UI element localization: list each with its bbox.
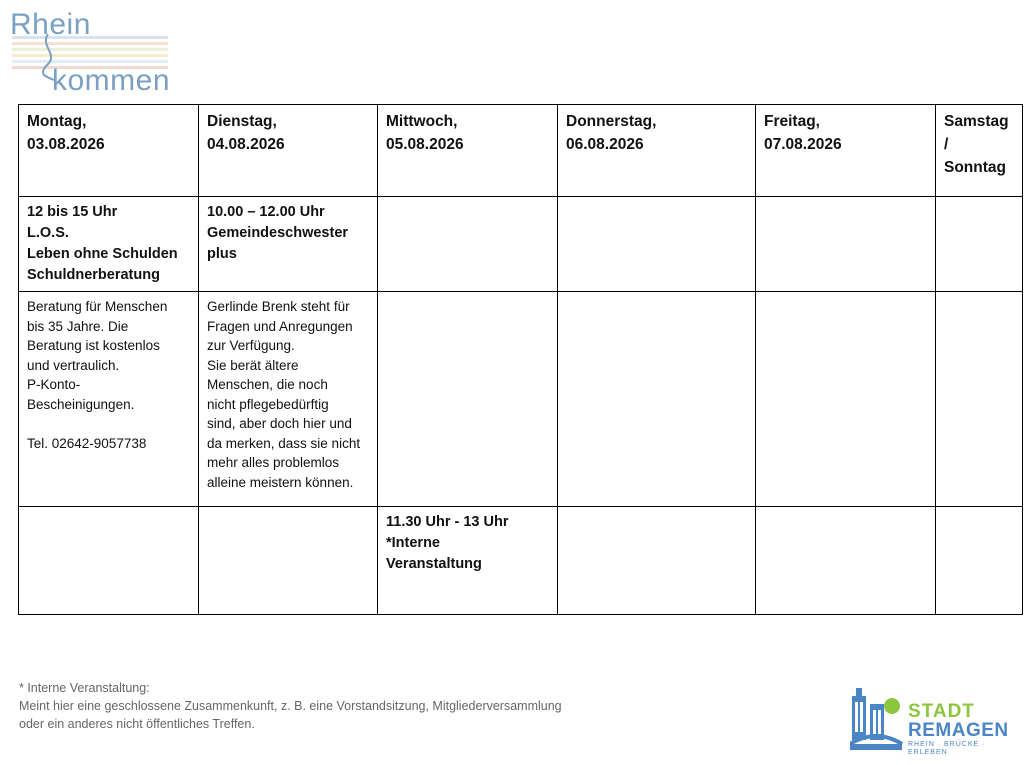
footnote-line: Meint hier eine geschlossene Zusammenkunft, z. B. eine Vorstandsitzung, Mitgliederversammlung bbox=[19, 699, 562, 713]
cell-text-line: 05.08.2026 bbox=[386, 136, 464, 153]
cell-text-line: 06.08.2026 bbox=[566, 136, 644, 153]
friday-cell bbox=[756, 292, 936, 507]
cell-text-line: Veranstaltung bbox=[386, 556, 482, 572]
cell-text-line: nicht pflegebedürftig bbox=[207, 396, 329, 412]
cell-text-line: plus bbox=[207, 246, 237, 262]
logo-tagline: RHEIN · BRÜCKE · ERLEBEN bbox=[908, 741, 986, 756]
cell-text-line: Dienstag, bbox=[207, 113, 277, 130]
header-tuesday bbox=[199, 105, 378, 197]
cell-text-line: Beratung ist kostenlos bbox=[27, 338, 160, 353]
cell-text-line: Gerlinde Brenk steht für bbox=[207, 299, 350, 314]
cell-text-line: und vertraulich. bbox=[27, 357, 120, 373]
weekend-cell bbox=[936, 197, 1023, 292]
thursday-cell bbox=[558, 292, 756, 507]
event-description-row bbox=[19, 292, 1023, 507]
cell-text-line: 12 bis 15 Uhr bbox=[27, 204, 118, 220]
tuesday-cell bbox=[199, 507, 378, 615]
cell-text-line: P-Konto- bbox=[27, 377, 81, 392]
monday-cell bbox=[19, 507, 199, 615]
cell-text-line: Tel. 02642-9057738 bbox=[27, 435, 147, 451]
cell-text-line: Montag, bbox=[27, 113, 87, 130]
friday-cell bbox=[756, 197, 936, 292]
event-title-row bbox=[19, 197, 1023, 292]
cell-text-line: / bbox=[944, 136, 949, 153]
cell-text-line: 03.08.2026 bbox=[27, 136, 105, 153]
footnote-title: * Interne Veranstaltung: bbox=[19, 681, 150, 695]
monday-event-description bbox=[19, 292, 199, 507]
cell-text-line: Sonntag bbox=[944, 159, 1006, 176]
logo-text-stadt: STADT bbox=[908, 701, 975, 722]
friday-cell bbox=[756, 507, 936, 615]
cell-text-line: Menschen, die noch bbox=[207, 377, 328, 392]
logo-text-remagen: REMAGEN bbox=[908, 720, 1009, 741]
rheinkommen-logo bbox=[8, 6, 173, 98]
cell-text-line: alleine meistern können. bbox=[207, 474, 354, 490]
cell-text-line: 10.00 – 12.00 Uhr bbox=[207, 204, 325, 220]
cell-text-line: Gemeindeschwester bbox=[207, 225, 349, 241]
cell-text-line: Beratung für Menschen bbox=[27, 299, 168, 314]
wednesday-internal-event bbox=[378, 507, 558, 615]
cell-text-line: *Interne bbox=[386, 535, 440, 551]
logo-word-kommen: kommen bbox=[52, 64, 171, 97]
cell-text-line: L.O.S. bbox=[27, 225, 69, 241]
stadt-remagen-logo bbox=[850, 684, 1020, 754]
tuesday-event-title bbox=[199, 197, 378, 292]
cell-text-line: da merken, dass sie nicht bbox=[207, 435, 361, 451]
thursday-cell bbox=[558, 507, 756, 615]
internal-event-row bbox=[19, 507, 1023, 615]
cell-text-line: Bescheinigungen. bbox=[27, 396, 135, 412]
header-weekend bbox=[936, 105, 1023, 197]
header-friday bbox=[756, 105, 936, 197]
cell-text-line: sind, aber doch hier und bbox=[207, 416, 352, 431]
cell-text-line: Freitag, bbox=[764, 113, 820, 130]
cell-text-line: mehr alles problemlos bbox=[207, 455, 340, 470]
cell-text-line: Leben ohne Schulden bbox=[27, 246, 178, 262]
cell-text-line: Mittwoch, bbox=[386, 113, 458, 130]
tuesday-event-description bbox=[199, 292, 378, 507]
cell-text-line: 07.08.2026 bbox=[764, 136, 842, 153]
cell-text-line bbox=[27, 414, 190, 434]
weekend-cell bbox=[936, 292, 1023, 507]
cell-text-line: Donnerstag, bbox=[566, 113, 657, 130]
footnote-line: oder ein anderes nicht öffentliches Treffen. bbox=[19, 717, 255, 731]
header-thursday bbox=[558, 105, 756, 197]
cell-text-line: zur Verfügung. bbox=[207, 338, 295, 353]
header-row bbox=[19, 105, 1023, 197]
weekend-cell bbox=[936, 507, 1023, 615]
remagen-bridge-tower-icon bbox=[850, 684, 906, 754]
logo-word-rhein: Rhein bbox=[10, 8, 91, 41]
cell-text-line: 11.30 Uhr - 13 Uhr bbox=[386, 514, 509, 530]
cell-text-line: Sie berät ältere bbox=[207, 357, 299, 373]
weekly-schedule-table bbox=[18, 104, 1023, 615]
monday-event-title bbox=[19, 197, 199, 292]
header-monday bbox=[19, 105, 199, 197]
wednesday-cell bbox=[378, 197, 558, 292]
thursday-cell bbox=[558, 197, 756, 292]
cell-text-line: 04.08.2026 bbox=[207, 136, 285, 153]
cell-text-line: Samstag bbox=[944, 113, 1009, 130]
cell-text-line: Fragen und Anregungen bbox=[207, 318, 353, 334]
header-wednesday bbox=[378, 105, 558, 197]
cell-text-line: Schuldnerberatung bbox=[27, 267, 160, 283]
footnote bbox=[19, 679, 639, 733]
wednesday-cell bbox=[378, 292, 558, 507]
cell-text-line: bis 35 Jahre. Die bbox=[27, 318, 129, 334]
